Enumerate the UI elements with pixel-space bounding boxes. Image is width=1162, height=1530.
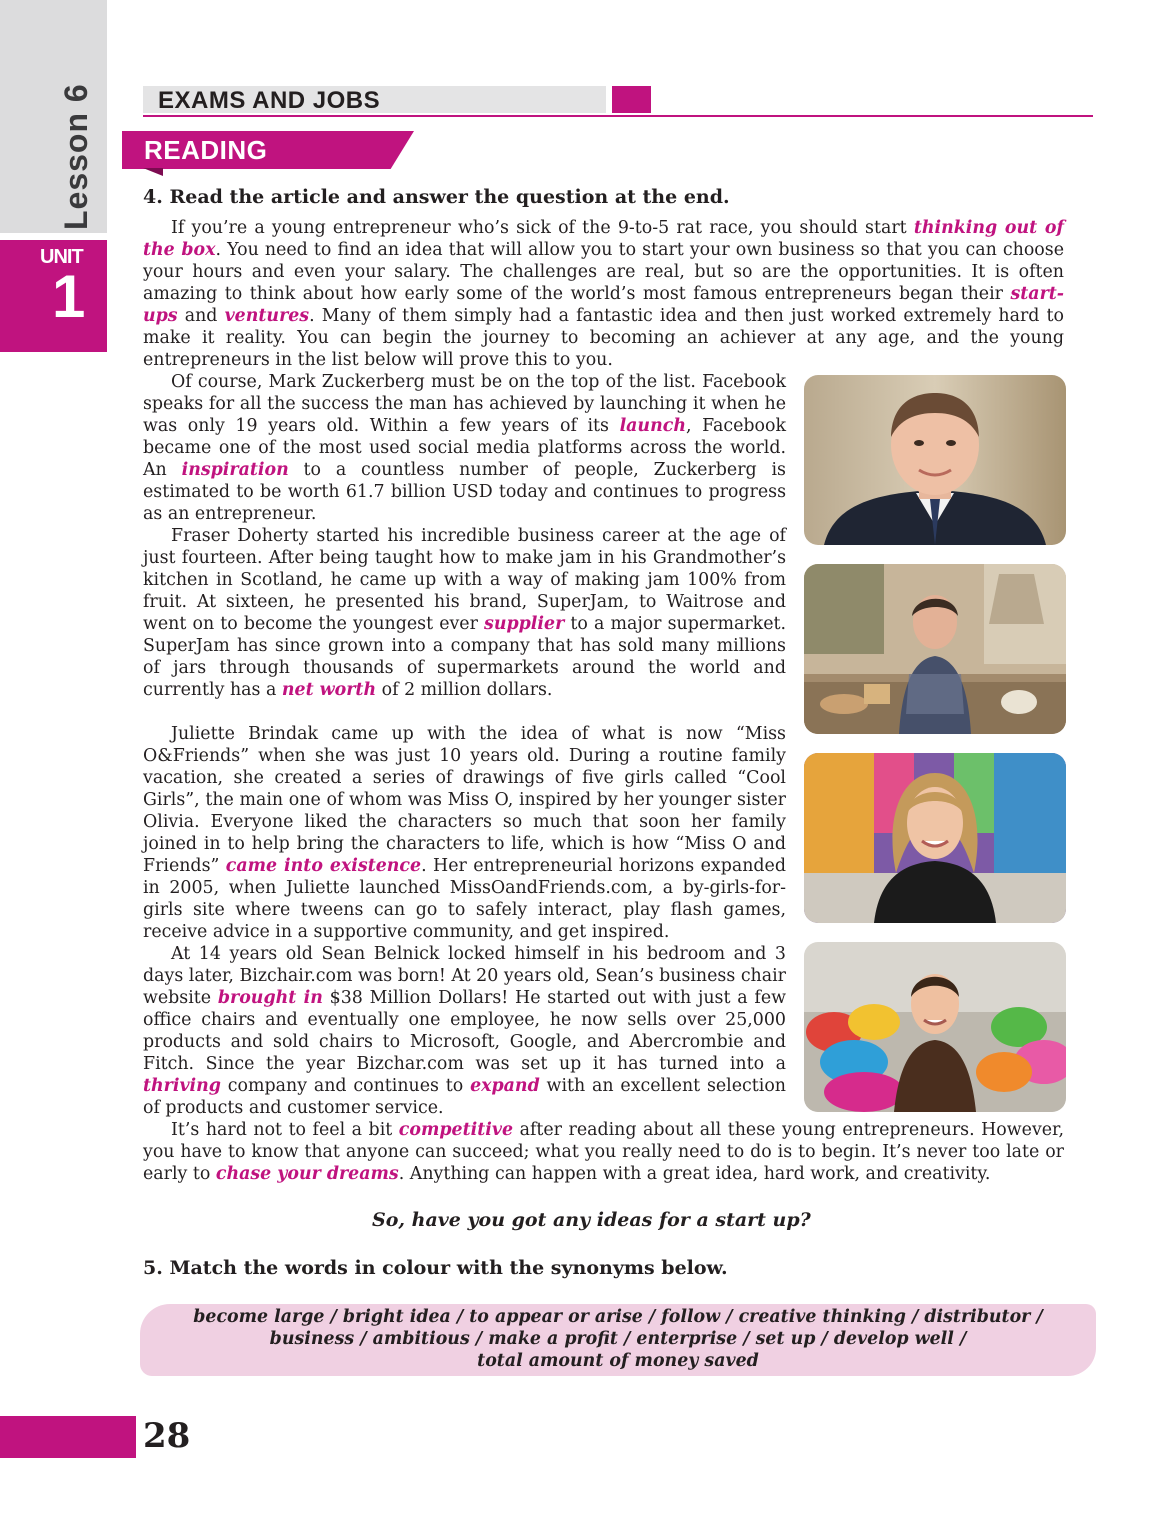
page-title: EXAMS AND JOBS xyxy=(158,87,381,114)
text-run: company and continues to xyxy=(220,1076,471,1096)
page-number-bar xyxy=(0,1416,136,1458)
text-run: with an excellent selection of products and customer service. xyxy=(143,1076,786,1118)
text-run: It’s hard not to feel a bit xyxy=(171,1120,399,1140)
text-run: and xyxy=(177,306,225,326)
unit-number: 1 xyxy=(52,263,86,330)
article-paragraph-conclusion xyxy=(143,1119,1064,1185)
lesson-label-text: Lesson 6 xyxy=(58,83,94,230)
keyword-highlight: start-ups xyxy=(143,284,1064,326)
section-tab-fold xyxy=(143,168,163,176)
text-run: If you’re a young entrepreneur who’s sick of the 9-to-5 rat race, you should start xyxy=(171,218,914,238)
text-run: At 14 years old Sean Belnick locked himself in his bedroom and 3 days later, Bizchair.com was born! At 20 years old, Sean’s business chair website xyxy=(143,944,786,1008)
keyword-highlight: ventures xyxy=(224,306,310,326)
keyword-highlight: net worth xyxy=(281,680,377,700)
text-run: $38 Million Dollars! He started out with just a few office chairs and eventually one employee, he now sells over 25,000 products and sold chairs to Microsoft, Google, and Abercrombie and Fitch. Since the year Bizchar.com was set up it has turned into a xyxy=(143,988,786,1074)
text-run: . Anything can happen with a great idea, hard work, and creativity. xyxy=(398,1164,991,1184)
keyword-highlight: came into existence xyxy=(225,856,422,876)
keyword-highlight: chase your dreams xyxy=(215,1164,399,1184)
keyword-highlight: competitive xyxy=(398,1120,514,1140)
keyword-highlight: thinking out of the box xyxy=(143,218,1064,260)
unit-badge xyxy=(0,240,107,352)
unit-label: UNIT xyxy=(40,246,83,268)
text-run: , Facebook became one of the most used social media platforms across the world. An xyxy=(143,416,786,480)
keyword-highlight: expand xyxy=(470,1076,540,1096)
text-run: of 2 million dollars. xyxy=(376,680,553,700)
zuckerberg-photo xyxy=(804,375,1066,545)
header-accent-block xyxy=(612,86,651,113)
article-paragraph-belnick xyxy=(143,943,786,1119)
header-divider xyxy=(143,115,1093,117)
text-run: after reading about all these young entrepreneurs. However, you have to know that anyone can succeed; what you really need to do is to begin. It’s never too late or early to xyxy=(143,1120,1064,1184)
text-run: to a countless number of people, Zuckerberg is estimated to be worth 61.7 billion USD today and continues to progress as an entrepreneur. xyxy=(143,460,786,524)
text-run: to a major supermarket. SuperJam has since grown into a company that has sold many millions of jars through thousands of supermarkets around the world and currently has a xyxy=(143,614,787,700)
section-title: READING xyxy=(144,135,268,165)
text-run: . Her entrepreneurial horizons expanded in 2005, when Juliette launched MissOandFriends.com, a by-girls-for-girls site where tweens can go to safely interact, play flash games, receive advice in a supportive community, and get inspired. xyxy=(143,856,786,942)
text-run: . Many of them simply had a fantastic idea and then just worked extremely hard to make it reality. You can begin the journey to becoming an achiever at any age, and the young entrepreneurs in the list below will prove this to you. xyxy=(143,306,1064,370)
keyword-highlight: brought in xyxy=(217,988,323,1008)
task-5-title: 5. Match the words in colour with the synonyms below. xyxy=(143,1257,728,1279)
closing-question: So, have you got any ideas for a start up? xyxy=(372,1209,811,1231)
synonyms-line-2: business / ambitious / make a profit / enterprise / set up / develop well / xyxy=(269,1329,967,1349)
text-run: . You need to find an idea that will allow you to start your own business so that you can choose your hours and even your salary. The challenges are real, but so are the opportunities. It is often amazing to think about how early some of the world’s most famous entrepreneurs began their xyxy=(143,240,1064,304)
keyword-highlight: supplier xyxy=(484,614,565,634)
article-paragraph-zuckerberg xyxy=(143,371,786,525)
keyword-highlight: launch xyxy=(619,416,686,436)
synonyms-line-3: total amount of money saved xyxy=(477,1351,759,1371)
keyword-highlight: inspiration xyxy=(181,460,289,480)
synonyms-list xyxy=(140,1306,1096,1372)
doherty-photo xyxy=(804,564,1066,734)
synonyms-line-1: become large / bright idea / to appear or arise / follow / creative thinking / distributor / xyxy=(193,1307,1043,1327)
article-paragraph-brindak xyxy=(143,723,786,943)
brindak-photo xyxy=(804,753,1066,923)
page-number: 28 xyxy=(143,1416,191,1456)
text-run: Of course, Mark Zuckerberg must be on the top of the list. Facebook speaks for all the success the man has achieved by launching it when he was only 19 years old. Within a few years of its xyxy=(143,372,786,436)
task-4-title: 4. Read the article and answer the question at the end. xyxy=(143,186,730,208)
article-paragraph-doherty xyxy=(143,525,786,701)
belnick-photo xyxy=(804,942,1066,1112)
article-paragraph-intro xyxy=(143,217,1064,371)
text-run: Fraser Doherty started his incredible business career at the age of just fourteen. After being taught how to make jam in his Grandmother’s kitchen in Scotland, he came up with a way of making jam 100% from fruit. At sixteen, he presented his brand, SuperJam, to Waitrose and went on to become the youngest ever xyxy=(143,526,786,634)
text-run: Juliette Brindak came up with the idea of what is now “Miss O&Friends” when she was just 10 years old. During a routine family vacation, she created a series of drawings of five girls called “Cool Girls”, the main one of whom was Miss O, inspired by her younger sister Olivia. Everyone liked the characters so much that soon her family joined in to help bring the characters to life, which is how “Miss O and Friends” xyxy=(143,724,786,876)
keyword-highlight: thriving xyxy=(143,1076,221,1096)
